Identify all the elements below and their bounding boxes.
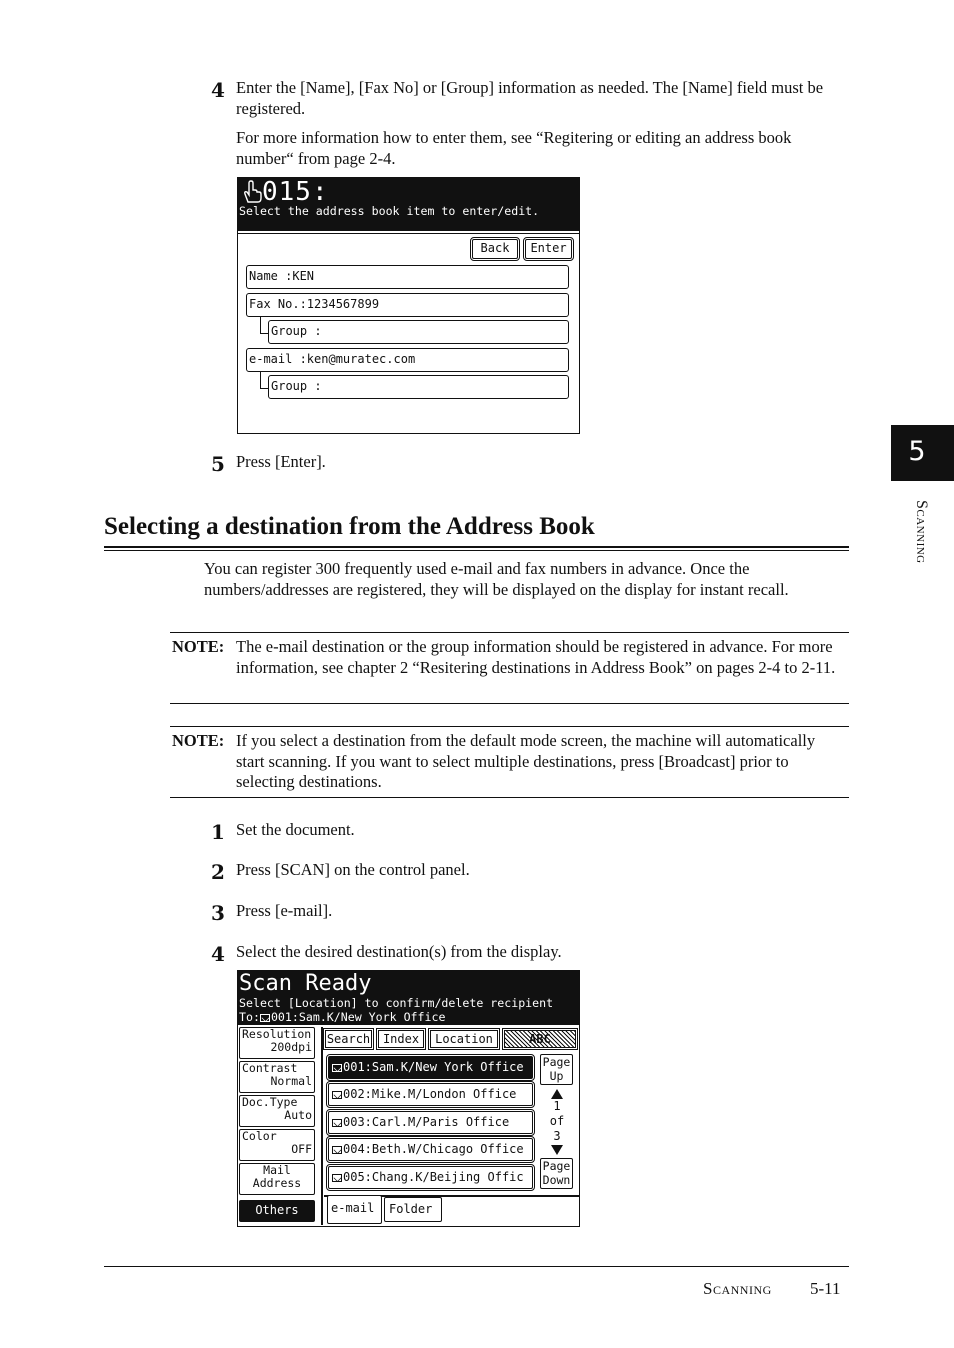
step-text: Enter the [Name], [Fax No] or [Group] information as needed. The [Name] field must be registered.: [236, 78, 824, 118]
chapter-label-box: [898, 500, 938, 600]
contrast-button[interactable]: [239, 1061, 315, 1093]
footer-section: Scanning: [703, 1279, 772, 1298]
index-tab[interactable]: Index: [378, 1030, 424, 1048]
setting-value: 200dpi: [270, 1040, 312, 1054]
destination-label: 002:Mike.M/London Office: [343, 1087, 517, 1101]
step-text: Press [e-mail].: [236, 901, 333, 920]
list-item[interactable]: [328, 1138, 533, 1161]
button-label-line2: Down: [542, 1173, 571, 1187]
note-text: The e-mail destination or the group information should be registered in advance. For more information, see chapter 2 “Resitering destinations in Address Book” on pages 2-4 to 2-11.: [236, 637, 836, 677]
step-more-info: For more information how to enter them, see “Regitering or editing an address book number“ from page 2-4.: [236, 128, 792, 168]
list-item[interactable]: [328, 1083, 533, 1106]
color-button[interactable]: [239, 1129, 315, 1161]
button-label-line1: Page: [542, 1055, 571, 1069]
note-rule: [170, 703, 849, 704]
tab-folder[interactable]: Folder: [384, 1197, 442, 1222]
back-button[interactable]: Back: [472, 239, 518, 259]
screen-title: 015:: [262, 177, 329, 207]
lcd-screen-address-entry: [237, 177, 580, 434]
abc-tab[interactable]: ABC: [504, 1030, 576, 1048]
chapter-label: Scanning: [913, 500, 930, 564]
hand-pointer-icon: [241, 180, 263, 204]
lcd-screen-scan-ready: [237, 970, 580, 1227]
envelope-icon: [332, 1091, 342, 1099]
setting-value: Normal: [270, 1074, 312, 1088]
envelope-icon: [332, 1146, 342, 1154]
step-text: Press [Enter].: [236, 452, 326, 471]
page-up-button[interactable]: [540, 1054, 573, 1085]
page-total: 3: [553, 1129, 561, 1143]
email-field[interactable]: e-mail :ken@muratec.com: [246, 348, 569, 372]
setting-value: OFF: [291, 1142, 312, 1156]
setting-label: Resolution: [242, 1027, 312, 1041]
fax-number-field[interactable]: Fax No.:1234567899: [246, 293, 569, 317]
note-label: NOTE:: [172, 731, 225, 750]
destination-label: 001:Sam.K/New York Office: [343, 1060, 524, 1074]
envelope-icon: [332, 1119, 342, 1127]
envelope-icon: [260, 1014, 270, 1022]
section-rule: [104, 546, 849, 548]
envelope-icon: [332, 1174, 342, 1182]
setting-label: Contrast: [242, 1061, 298, 1075]
button-label-line1: Page: [542, 1159, 571, 1173]
list-item[interactable]: [328, 1111, 533, 1134]
screen-instruction: Select [Location] to confirm/delete recipient: [239, 996, 554, 1010]
section-rule: [104, 550, 849, 551]
note-rule: [170, 632, 849, 633]
note-text: If you select a destination from the default mode screen, the machine will automatically start scanning. If you want to select multiple destinations, press [Broadcast] prior to selecting destinations.: [236, 731, 816, 791]
enter-button[interactable]: Enter: [525, 239, 572, 259]
destination-label: 005:Chang.K/Beijing Offic: [343, 1170, 524, 1184]
group-field-fax[interactable]: Group :: [268, 320, 569, 344]
page-number: 1: [553, 1099, 561, 1113]
to-label: To:: [239, 1010, 260, 1024]
step-number: 3: [211, 901, 225, 925]
button-label-line2: Address: [252, 1176, 302, 1190]
button-label-line1: Mail: [263, 1163, 291, 1177]
note-label: NOTE:: [172, 637, 225, 656]
note-rule: [170, 726, 849, 727]
step-number: 4: [211, 942, 225, 966]
name-field[interactable]: Name :KEN: [246, 265, 569, 289]
lcd-header: [238, 971, 579, 1025]
page-of: of: [549, 1114, 565, 1128]
section-title: Selecting a destination from the Address Book: [104, 513, 595, 540]
group-field-email[interactable]: Group :: [268, 375, 569, 399]
chapter-number: 5: [908, 436, 926, 467]
others-button[interactable]: Others: [239, 1200, 315, 1222]
step-text: Press [SCAN] on the control panel.: [236, 860, 470, 879]
step-number: 4: [211, 78, 225, 102]
footer-rule: [104, 1266, 849, 1267]
screen-title: Scan Ready: [239, 971, 372, 996]
button-label-line2: Up: [549, 1069, 564, 1083]
arrow-up-icon: [551, 1089, 563, 1099]
screen-subtitle: Select the address book item to enter/edit.: [239, 204, 540, 218]
step-text: Select the desired destination(s) from the display.: [236, 942, 562, 961]
step-text: Set the document.: [236, 820, 355, 839]
recipient-text: 001:Sam.K/New York Office: [270, 1010, 446, 1024]
setting-value: Auto: [284, 1108, 312, 1122]
envelope-icon: [332, 1064, 342, 1072]
destination-label: 003:Carl.M/Paris Office: [343, 1115, 510, 1129]
lcd-header: [238, 178, 579, 231]
column-divider: [321, 1027, 323, 1225]
recipient-line: [239, 1010, 445, 1024]
location-tab[interactable]: Location: [430, 1030, 498, 1048]
mail-address-button[interactable]: [239, 1163, 315, 1195]
resolution-button[interactable]: [239, 1027, 315, 1059]
search-tab[interactable]: Search: [326, 1032, 371, 1046]
note-rule: [170, 797, 849, 798]
step-number: 2: [211, 860, 225, 884]
page-number-footer: 5-11: [810, 1279, 841, 1298]
setting-label: Doc.Type: [242, 1095, 298, 1109]
chapter-tab: [891, 425, 954, 481]
step-number: 5: [211, 452, 225, 476]
section-intro: You can register 300 frequently used e-mail and fax numbers in advance. Once the numbers/addresses are registered, they will be displayed on the display for instant recall.: [204, 559, 789, 599]
step-number: 1: [211, 820, 225, 844]
list-item[interactable]: [328, 1166, 533, 1189]
setting-label: Color: [242, 1129, 277, 1143]
destination-label: 004:Beth.W/Chicago Office: [343, 1142, 524, 1156]
doc-type-button[interactable]: [239, 1095, 315, 1127]
page-down-button[interactable]: [540, 1158, 573, 1189]
tab-email[interactable]: e-mail: [327, 1196, 382, 1224]
arrow-down-icon: [551, 1145, 563, 1155]
list-item[interactable]: [328, 1056, 533, 1079]
